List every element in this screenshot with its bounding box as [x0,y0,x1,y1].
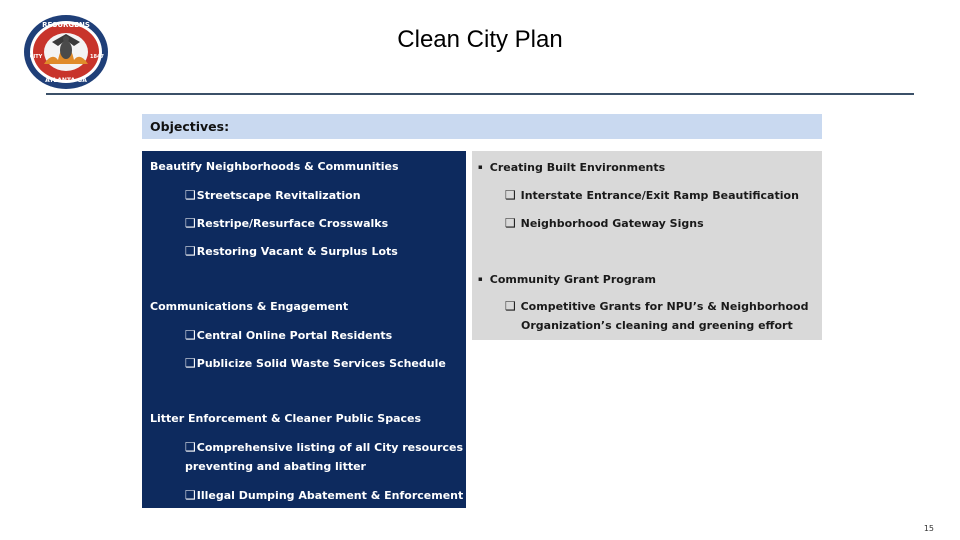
list-item-continuation: preventing and abating litter [185,460,366,473]
list-item: ❑Comprehensive listing of all City resources for [185,440,485,454]
list-item: ❑Streetscape Revitalization [185,188,361,202]
checkbox-bullet-icon: ❑ [185,328,196,342]
page-number: 15 [923,524,934,533]
page-title: Clean City Plan [397,26,563,53]
list-item: ❑Restripe/Resurface Crosswalks [185,216,389,230]
litter-heading: Litter Enforcement & Cleaner Public Spaces [150,412,422,425]
list-item: ❑Illegal Dumping Abatement & Enforcement [185,488,464,502]
seal-left-text: CITY [29,54,43,60]
built-environments-heading: ▪ Creating Built Environments [478,161,666,174]
beautify-heading: Beautify Neighborhoods & Communities [150,160,399,173]
list-item: ❑Restoring Vacant & Surplus Lots [185,244,398,258]
seal-top-text: RESURGENS [42,21,90,29]
checkbox-bullet-icon: ❑ [505,188,516,202]
checkbox-bullet-icon: ❑ [185,488,196,502]
square-bullet-icon: ▪ [478,163,483,171]
checkbox-bullet-icon: ❑ [185,216,196,230]
seal-right-text: 1847 [90,54,104,60]
list-item: ❑ Interstate Entrance/Exit Ramp Beautification [505,188,799,202]
list-item: ❑ Neighborhood Gateway Signs [505,216,704,230]
objectives-heading: Objectives: [142,114,822,139]
checkbox-bullet-icon: ❑ [505,216,516,230]
checkbox-bullet-icon: ❑ [185,356,196,370]
square-bullet-icon: ▪ [478,275,483,283]
left-objectives-panel [142,151,485,508]
list-item: ❑ Competitive Grants for NPU’s & Neighborhood [505,299,809,313]
right-objectives-panel [472,151,822,340]
checkbox-bullet-icon: ❑ [185,244,196,258]
header-divider [46,93,914,95]
communications-heading: Communications & Engagement [150,300,349,313]
checkbox-bullet-icon: ❑ [185,440,196,454]
seal-bottom-text: ATLANTA GA [45,77,87,84]
list-item: ❑Publicize Solid Waste Services Schedule [185,356,446,370]
list-item-continuation: Organization’s cleaning and greening effort [521,319,793,332]
list-item: ❑Central Online Portal Residents [185,328,393,342]
grant-program-heading: ▪ Community Grant Program [478,273,657,286]
checkbox-bullet-icon: ❑ [185,188,196,202]
checkbox-bullet-icon: ❑ [505,299,516,313]
